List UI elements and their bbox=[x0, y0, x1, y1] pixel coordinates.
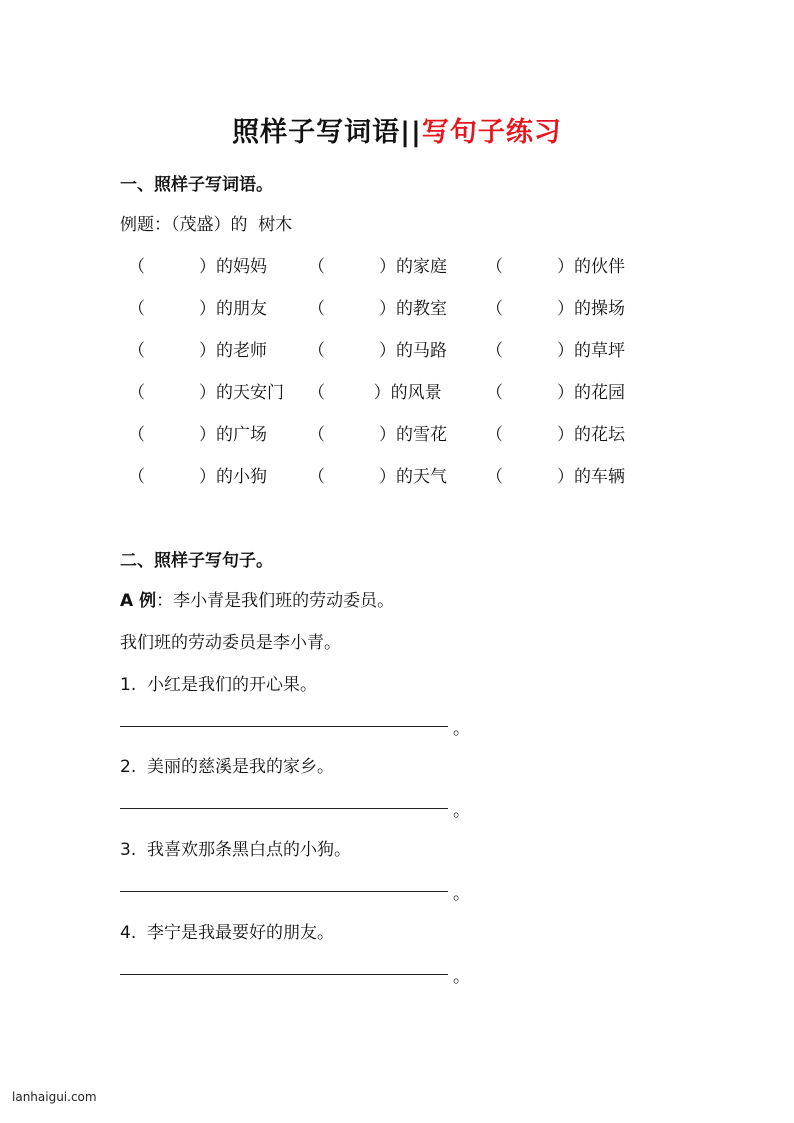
word-blank: （ ）的教室 bbox=[308, 299, 448, 319]
title-part2: 写句子练习 bbox=[421, 117, 562, 148]
question-4: 4. 李宁是我最要好的朋友。 bbox=[120, 923, 335, 943]
section1-example: 例题：（茂盛）的 树木 bbox=[120, 215, 293, 235]
question-2: 2. 美丽的慈溪是我的家乡。 bbox=[120, 757, 335, 777]
word-blank: （ ）的草坪 bbox=[486, 341, 626, 361]
underline bbox=[120, 891, 448, 892]
word-row bbox=[120, 252, 680, 276]
answer-line-1[interactable] bbox=[120, 716, 470, 739]
word-blank: （ ）的小狗 bbox=[128, 467, 268, 487]
word-blank: （ ）的风景 bbox=[308, 383, 442, 403]
word-blank: （ ）的马路 bbox=[308, 341, 448, 361]
word-blank: （ ）的老师 bbox=[128, 341, 268, 361]
answer-line-3[interactable] bbox=[120, 881, 470, 904]
word-blank: （ ）的朋友 bbox=[128, 299, 268, 319]
word-row bbox=[120, 462, 680, 486]
word-blank: （ ）的雪花 bbox=[308, 425, 448, 445]
example-answer: 我们班的劳动委员是李小青。 bbox=[120, 633, 341, 653]
title-part1: 照样子写词语 bbox=[232, 117, 401, 148]
word-blank: （ ）的花坛 bbox=[486, 425, 626, 445]
period: 。 bbox=[453, 884, 470, 904]
example-text: ：李小青是我们班的劳动委员。 bbox=[156, 591, 395, 611]
underline bbox=[120, 726, 448, 727]
footer-source: lanhaigui.com bbox=[12, 1090, 97, 1104]
underline bbox=[120, 974, 448, 975]
section2-example bbox=[120, 586, 394, 611]
word-row bbox=[120, 378, 680, 402]
word-blank: （ ）的伙伴 bbox=[486, 257, 626, 277]
section1-heading: 一、照样子写词语。 bbox=[120, 175, 273, 195]
question-1: 1. 小红是我们的开心果。 bbox=[120, 675, 318, 695]
answer-line-4[interactable] bbox=[120, 964, 470, 987]
period: 。 bbox=[453, 967, 470, 987]
word-blank: （ ）的操场 bbox=[486, 299, 626, 319]
word-blank: （ ）的妈妈 bbox=[128, 257, 268, 277]
word-row bbox=[120, 420, 680, 444]
answer-line-2[interactable] bbox=[120, 798, 470, 821]
period: 。 bbox=[453, 719, 470, 739]
word-row bbox=[120, 336, 680, 360]
underline bbox=[120, 808, 448, 809]
word-blank: （ ）的天气 bbox=[308, 467, 448, 487]
word-row bbox=[120, 294, 680, 318]
word-blank: （ ）的花园 bbox=[486, 383, 626, 403]
page-title bbox=[0, 110, 794, 149]
section2-heading: 二、照样子写句子。 bbox=[120, 551, 273, 571]
word-blank: （ ）的天安门 bbox=[128, 383, 285, 403]
example-label: A 例 bbox=[120, 591, 157, 611]
title-separator: || bbox=[400, 117, 422, 148]
word-blank: （ ）的家庭 bbox=[308, 257, 448, 277]
word-blank: （ ）的车辆 bbox=[486, 467, 626, 487]
word-blank: （ ）的广场 bbox=[128, 425, 268, 445]
question-3: 3. 我喜欢那条黑白点的小狗。 bbox=[120, 840, 352, 860]
period: 。 bbox=[453, 801, 470, 821]
